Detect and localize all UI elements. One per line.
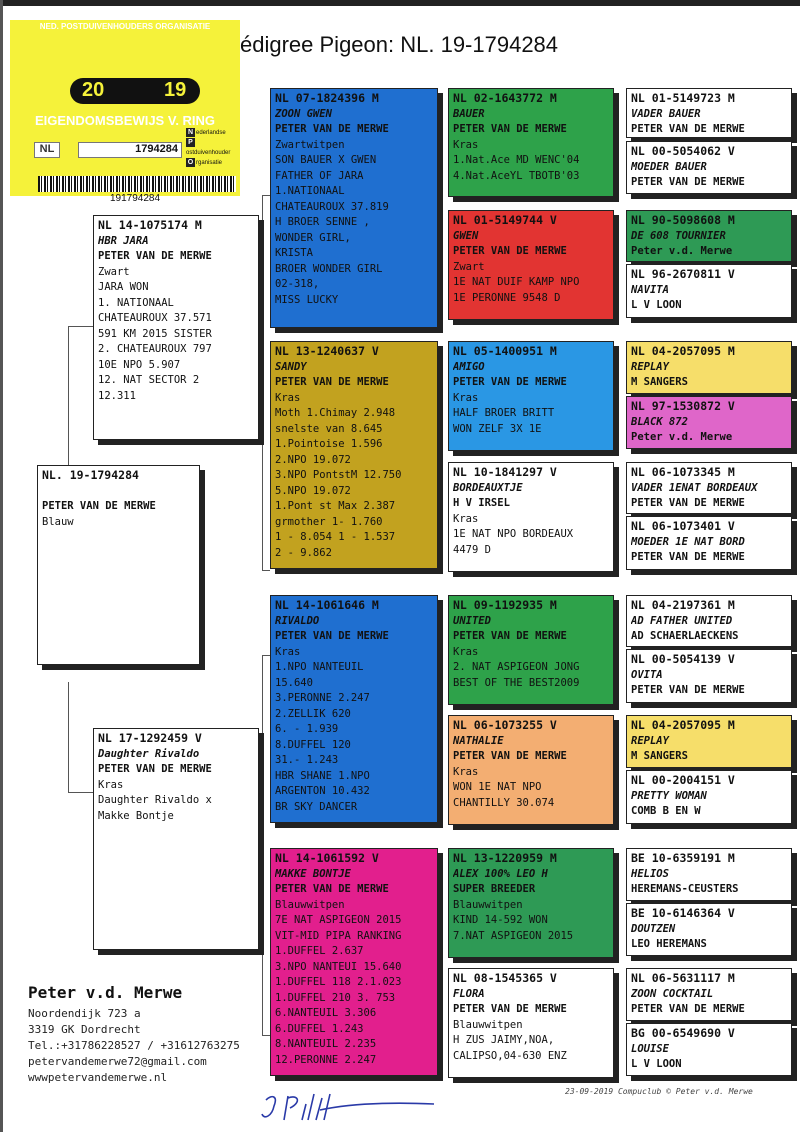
connector-line [262,1035,270,1036]
ring-number: NL 06-5631117 M [631,971,735,985]
pigeon-name: MOEDER BAUER [631,160,707,173]
org-line: ostduivenhouder [186,150,231,156]
owner: Peter v.d. Merwe [631,245,733,257]
connector-line [68,682,69,792]
ancestor-card-g4 [626,264,792,318]
info-line: 1.Nat.Ace MD WENC'04 [453,154,580,166]
ring-number: NL 00-2004151 V [631,773,735,787]
info-line: HALF BROER BRITT [453,407,555,419]
info-line: KIND 14-592 WON [453,914,548,926]
info-line: HBR SHANE 1.NPO [275,769,370,782]
owner: PETER VAN DE MERWE [453,376,567,388]
color-desc: Blauw [42,515,74,528]
info-line: 3.NPO PontstM 12.750 [275,469,402,481]
connector-line [262,655,270,656]
pigeon-name: PRETTY WOMAN [631,789,707,802]
pigeon-name: DOUTZEN [631,922,676,935]
pigeon-name: MAKKE BONTJE [275,867,351,880]
info-line: 7.NAT ASPIGEON 2015 [453,929,574,942]
pigeon-name: VADER BAUER [631,107,701,120]
ring-number: NL 17-1292459 V [98,731,202,745]
pigeon-name: ZOON GWEN [275,107,332,120]
info-line: WONDER GIRL, [275,231,351,244]
ancestor-card-fmf [448,341,614,451]
scan-top-edge [0,0,800,6]
pigeon-name: VADER 1ENAT BORDEAUX [631,481,758,494]
info-line: Zwart [453,260,485,273]
ancestor-card-g8 [626,516,792,570]
ring-number: NL 04-2057095 M [631,718,735,732]
ring-number: NL 08-1545365 V [453,971,557,985]
ring-number: NL 06-1073345 M [631,465,735,479]
info-line: snelste van 8.645 [275,422,383,435]
info-line: ARGENTON 10.432 [275,785,370,797]
info-line: 2.NPO 19.072 [275,453,351,466]
ring-number: NL 13-1220959 M [453,851,557,865]
ancestor-card-g1 [626,88,792,138]
grandfather-maternal-card [270,595,438,823]
info-line: WON 1E NAT NPO [453,781,542,793]
ancestor-card-g16 [626,1023,792,1076]
ancestor-card-mfm [448,715,614,825]
ring-number: BE 10-6359191 M [631,851,735,865]
info-line: 6.DUFFEL 1.243 [275,1022,364,1035]
info-line: 1.NATIONAAL [275,185,345,197]
pigeon-name: HELIOS [631,867,669,880]
ring-number: NL 00-5054139 V [631,652,735,666]
ring-number: NL 04-2197361 M [631,598,735,612]
subject-pigeon-card [37,465,200,665]
info-line: 2. NAT ASPIGEON JONG [453,661,580,673]
ancestor-card-ffm [448,210,614,320]
info-line: CHATEAUROUX 37.571 [98,312,212,324]
pigeon-name: Daughter Rivaldo [98,747,200,760]
info-line: 02-318, [275,278,320,290]
org-letter: O [187,159,194,166]
info-line: 1.Pointoise 1.596 [275,438,383,450]
info-line: 3.PERONNE 2.247 [275,692,370,704]
info-line: Kras [453,765,479,778]
ring-number: NL 06-1073401 V [631,519,735,533]
barcode-number: 191794284 [109,193,161,204]
ring-number: NL. 19-1794284 [42,468,139,482]
grandmother-maternal-card [270,848,438,1076]
info-line: Kras [275,391,301,404]
info-line: 31.- 1.243 [275,754,339,766]
connector-line [262,655,263,1035]
ancestor-card-mmm [448,968,614,1078]
pigeon-name: BAUER [453,107,485,120]
info-line: Kras [453,512,479,525]
ring-number: NL 04-2057095 M [631,344,735,358]
info-line: Moth 1.Chimay 2.948 [275,407,396,419]
info-line: 10E NPO 5.907 [98,358,181,371]
phone-line: Tel.:+31786228527 / +31612763275 [28,1039,240,1052]
ring-number: NL 01-5149744 V [453,213,557,227]
owner: PETER VAN DE MERWE [631,497,745,509]
info-line: 7E NAT ASPIGEON 2015 [275,914,402,926]
info-line: Blauwwitpen [453,1018,523,1031]
ancestor-card-g10 [626,649,792,703]
ancestor-card-g3 [626,210,792,262]
ancestor-card-mff [448,595,614,705]
info-line: Makke Bontje [98,809,174,822]
connector-line [68,792,96,793]
owner: PETER VAN DE MERWE [275,883,389,895]
info-line: 4479 D [453,543,491,556]
pigeon-name: RIVALDO [275,614,320,627]
ancestor-card-g9 [626,595,792,647]
owner: M SANGERS [631,750,688,762]
owner: Peter v.d. Merwe [631,431,733,443]
print-credit: 23-09-2019 Compuclub © Peter v.d. Merwe [565,1087,753,1096]
ancestor-card-g7 [626,462,792,514]
ancestor-card-g15 [626,968,792,1021]
info-line: 6.NANTEUIL 3.306 [275,1007,377,1019]
info-line: CHANTILLY 30.074 [453,796,555,809]
ring-number: NL 13-1240637 V [275,344,379,358]
owner: PETER VAN DE MERWE [631,551,745,563]
pigeon-name: HBR JARA [98,234,149,247]
ring-number: NL 00-5054062 V [631,144,735,158]
info-line: 8.NANTEUIL 2.235 [275,1038,377,1050]
info-line: Kras [453,138,479,151]
ancestor-card-g2 [626,141,792,194]
info-line: BROER WONDER GIRL [275,262,383,275]
ancestor-card-g11 [626,715,792,768]
owner: PETER VAN DE MERWE [453,123,567,135]
org-line: rganisatie [196,160,223,166]
ring-number: NL 09-1192935 M [453,598,557,612]
owner: COMB B EN W [631,805,701,817]
org-legend [186,128,240,168]
ring-number: NL 05-1400951 M [453,344,557,358]
org-letter: N [187,129,194,136]
info-line: CHATEAUROUX 37.819 [275,200,389,213]
info-line: JARA WON [98,281,149,293]
breeder-name: Peter v.d. Merwe [28,983,183,1002]
owner: PETER VAN DE MERWE [631,1003,745,1015]
connector-line [262,195,263,570]
father-card [93,215,259,440]
org-line: ederlandse [196,130,226,136]
org-letter: P [186,138,195,147]
email-line: petervandemerwe72@gmail.com [28,1055,207,1068]
pigeon-name: BORDEAUXTJE [453,481,523,494]
info-line: 2 - 9.862 [275,546,332,559]
ancestor-card-g13 [626,848,792,901]
owner: PETER VAN DE MERWE [453,630,567,642]
info-line: 1 - 8.054 1 - 1.537 [275,531,396,543]
info-line: BR SKY DANCER [275,800,358,813]
ring-number: NL 01-5149723 M [631,91,735,105]
info-line: 2. CHATEAUROUX 797 [98,343,212,355]
owner: PETER VAN DE MERWE [453,1003,567,1015]
pigeon-name: ALEX 100% LEO H [453,867,548,880]
info-line: Zwart [98,265,130,278]
owner: LEO HEREMANS [631,938,707,950]
ownership-label: EIGENDOMSBEWIJS V. RING [34,113,216,128]
owner: PETER VAN DE MERWE [275,630,389,642]
owner: PETER VAN DE MERWE [42,500,156,512]
grandmother-paternal-card [270,341,438,569]
info-line: Kras [453,391,479,404]
info-line: 4.Nat.AceYL TBOTB'03 [453,169,580,182]
pigeon-name: AMIGO [453,360,485,373]
pigeon-name: NATHALIE [453,734,504,747]
address-line: Noordendijk 723 a [28,1007,141,1020]
info-line: WON ZELF 3X 1E [453,422,542,435]
owner: HEREMANS-CEUSTERS [631,883,739,895]
info-line: 8.DUFFEL 120 [275,738,351,751]
owner: PETER VAN DE MERWE [98,250,212,262]
year-badge [70,78,200,104]
owner: H V IRSEL [453,497,510,509]
mother-card [93,728,259,950]
info-line: H ZUS JAIMY,NOA, [453,1034,555,1046]
year-right: 19 [164,79,187,101]
info-line: CALIPSO,04-630 ENZ [453,1049,567,1062]
barcode [38,176,236,192]
ring-number: NL 14-1061592 V [275,851,379,865]
info-line: 5.NPO 19.072 [275,484,351,497]
ring-number: NL 14-1061646 M [275,598,379,612]
ancestor-card-g14 [626,903,792,956]
info-line: 1. NATIONAAL [98,296,174,309]
info-line: 1.Pont st Max 2.387 [275,500,396,512]
owner: L V LOON [631,1058,682,1070]
ring-number: NL 10-1841297 V [453,465,557,479]
scan-left-edge [0,0,3,1132]
pigeon-name: DE 608 TOURNIER [631,229,726,242]
info-line: Kras [453,645,479,658]
info-line: Daughter Rivaldo x [98,794,212,806]
handwritten-signature [258,1090,438,1126]
owner: PETER VAN DE MERWE [631,123,745,135]
ancestor-card-g5 [626,341,792,394]
pigeon-name: NAVITA [631,283,669,296]
info-line: VIT-MID PIPA RANKING [275,929,402,942]
year-left: 20 [82,79,105,101]
pigeon-name: REPLAY [631,734,669,747]
info-line: Blauwwitpen [453,898,523,911]
ticket-country: NL [34,142,60,158]
owner: PETER VAN DE MERWE [453,750,567,762]
ring-number: NL 06-1073255 V [453,718,557,732]
ring-ownership-card [10,20,240,196]
ring-number: NL 02-1643772 M [453,91,557,105]
info-line: 1.DUFFEL 118 2.1.023 [275,976,402,988]
ring-number: NL 14-1075174 M [98,218,202,232]
owner: L V LOON [631,299,682,311]
info-line: H BROER SENNE , [275,216,370,228]
info-line: 12. NAT SECTOR 2 [98,374,200,386]
pigeon-name: LOUISE [631,1042,669,1055]
info-line: Blauwwitpen [275,898,345,911]
ancestor-card-g6 [626,396,792,449]
ring-number: NL 96-2670811 V [631,267,735,281]
pigeon-name: ZOON COCKTAIL [631,987,714,1000]
pigeon-name: OVITA [631,668,663,681]
page-title: édigree Pigeon: NL. 19-1794284 [240,32,559,57]
ring-number: BG 00-6549690 V [631,1026,735,1040]
ring-number: NL 90-5098608 M [631,213,735,227]
ring-number: BE 10-6146364 V [631,906,735,920]
info-line: MISS LUCKY [275,293,339,306]
ancestor-card-g12 [626,770,792,824]
ticket-brand: NED. POSTDUIVENHOUDERS ORGANISATIE [39,22,211,31]
info-line: 1.NPO NANTEUIL [275,661,364,673]
info-line: 1.DUFFEL 2.637 [275,945,364,957]
owner: PETER VAN DE MERWE [631,176,745,188]
info-line: 2.ZELLIK 620 [275,707,351,720]
spacer [42,484,195,500]
owner: PETER VAN DE MERWE [275,123,389,135]
owner: SUPER BREEDER [453,883,536,895]
connector-line [262,570,270,571]
owner: PETER VAN DE MERWE [453,245,567,257]
ancestor-card-fmm [448,462,614,572]
info-line: 1E NAT NPO BORDEAUX [453,528,574,540]
ancestor-card-mmf [448,848,614,958]
info-line: 1.DUFFEL 210 3. 753 [275,991,396,1004]
pigeon-name: AD FATHER UNITED [631,614,733,627]
ring-number: NL 97-1530872 V [631,399,735,413]
owner: M SANGERS [631,376,688,388]
info-line: 6. - 1.939 [275,723,339,735]
pigeon-name: FLORA [453,987,485,1000]
connector-line [262,195,270,196]
pigeon-name: SANDY [275,360,307,373]
owner: PETER VAN DE MERWE [98,763,212,775]
info-line: 12.311 [98,389,136,402]
connector-line [68,326,69,468]
pigeon-name: UNITED [453,614,491,627]
info-line: 591 KM 2015 SISTER [98,327,212,340]
info-line: grmother 1- 1.760 [275,515,383,528]
info-line: Kras [98,778,124,791]
info-line: Zwartwitpen [275,138,345,151]
info-line: 12.PERONNE 2.247 [275,1053,377,1066]
grandfather-paternal-card [270,88,438,328]
pigeon-name: MOEDER 1E NAT BORD [631,535,745,548]
pigeon-name: REPLAY [631,360,669,373]
pigeon-name: BLACK 872 [631,415,688,428]
connector-line [68,326,96,327]
website-line: wwwpetervandemerwe.nl [28,1071,168,1084]
owner: PETER VAN DE MERWE [275,376,389,388]
info-line: 15.640 [275,676,313,689]
pigeon-name: GWEN [453,229,479,242]
info-line: FATHER OF JARA [275,169,364,182]
ring-number: NL 07-1824396 M [275,91,379,105]
info-line: 3.NPO NANTEUI 15.640 [275,960,402,973]
info-line: 1E PERONNE 9548 D [453,291,561,304]
info-line: 1E NAT DUIF KAMP NPO [453,276,580,288]
info-line: BEST OF THE BEST2009 [453,676,580,689]
ticket-ring-number: 1794284 [78,142,182,158]
address-line: 3319 GK Dordrecht [28,1023,141,1036]
info-line: SON BAUER X GWEN [275,154,377,166]
owner: PETER VAN DE MERWE [631,684,745,696]
owner: AD SCHAERLAECKENS [631,630,739,642]
info-line: Kras [275,645,301,658]
info-line: KRISTA [275,247,313,259]
ancestor-card-fff [448,88,614,197]
